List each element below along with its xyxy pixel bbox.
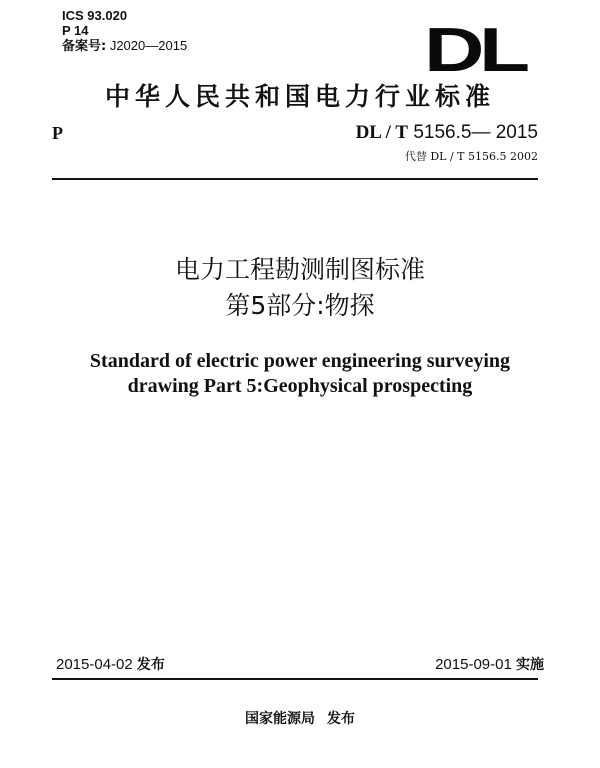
category-code: P [52,123,63,143]
record-number-value: J2020—2015 [109,38,188,53]
ics-code: ICS 93.020 [62,8,128,23]
publication-date-label: 发布 [136,657,165,673]
record-number-label: 备案号: [62,39,107,54]
english-title-line-2: drawing Part 5:Geophysical prospecting [127,375,473,397]
chinese-title-line-2: 第5部分:物探 [225,291,375,320]
header-divider [52,178,538,180]
publication-date [56,655,165,675]
dl-logo: DL [424,16,525,85]
replaces-standard: 代替 DL / T 5156.5 2002 [404,150,538,163]
effective-date-label: 实施 [516,657,544,673]
footer-divider [52,678,538,680]
effective-date [435,655,544,675]
standard-number [356,122,538,144]
issuer-name: 国家能源局 [245,711,315,727]
publication-date-value: 2015-04-02 [56,656,133,673]
record-number-line [62,39,187,54]
issuer-label: 发布 [327,711,355,727]
standard-prefix: DL / T [355,122,409,143]
issuer [0,709,600,729]
p-code: P 14 [62,23,89,38]
effective-date-value: 2015-09-01 [435,656,512,673]
industry-standard-heading: 中华人民共和国电力行业标准 [104,82,495,111]
english-title-line-1: Standard of electric power engineering surveying [89,350,511,372]
standard-number-value: 5156.5— 2015 [413,122,538,143]
chinese-title-line-1: 电力工程勘测制图标准 [174,255,425,284]
